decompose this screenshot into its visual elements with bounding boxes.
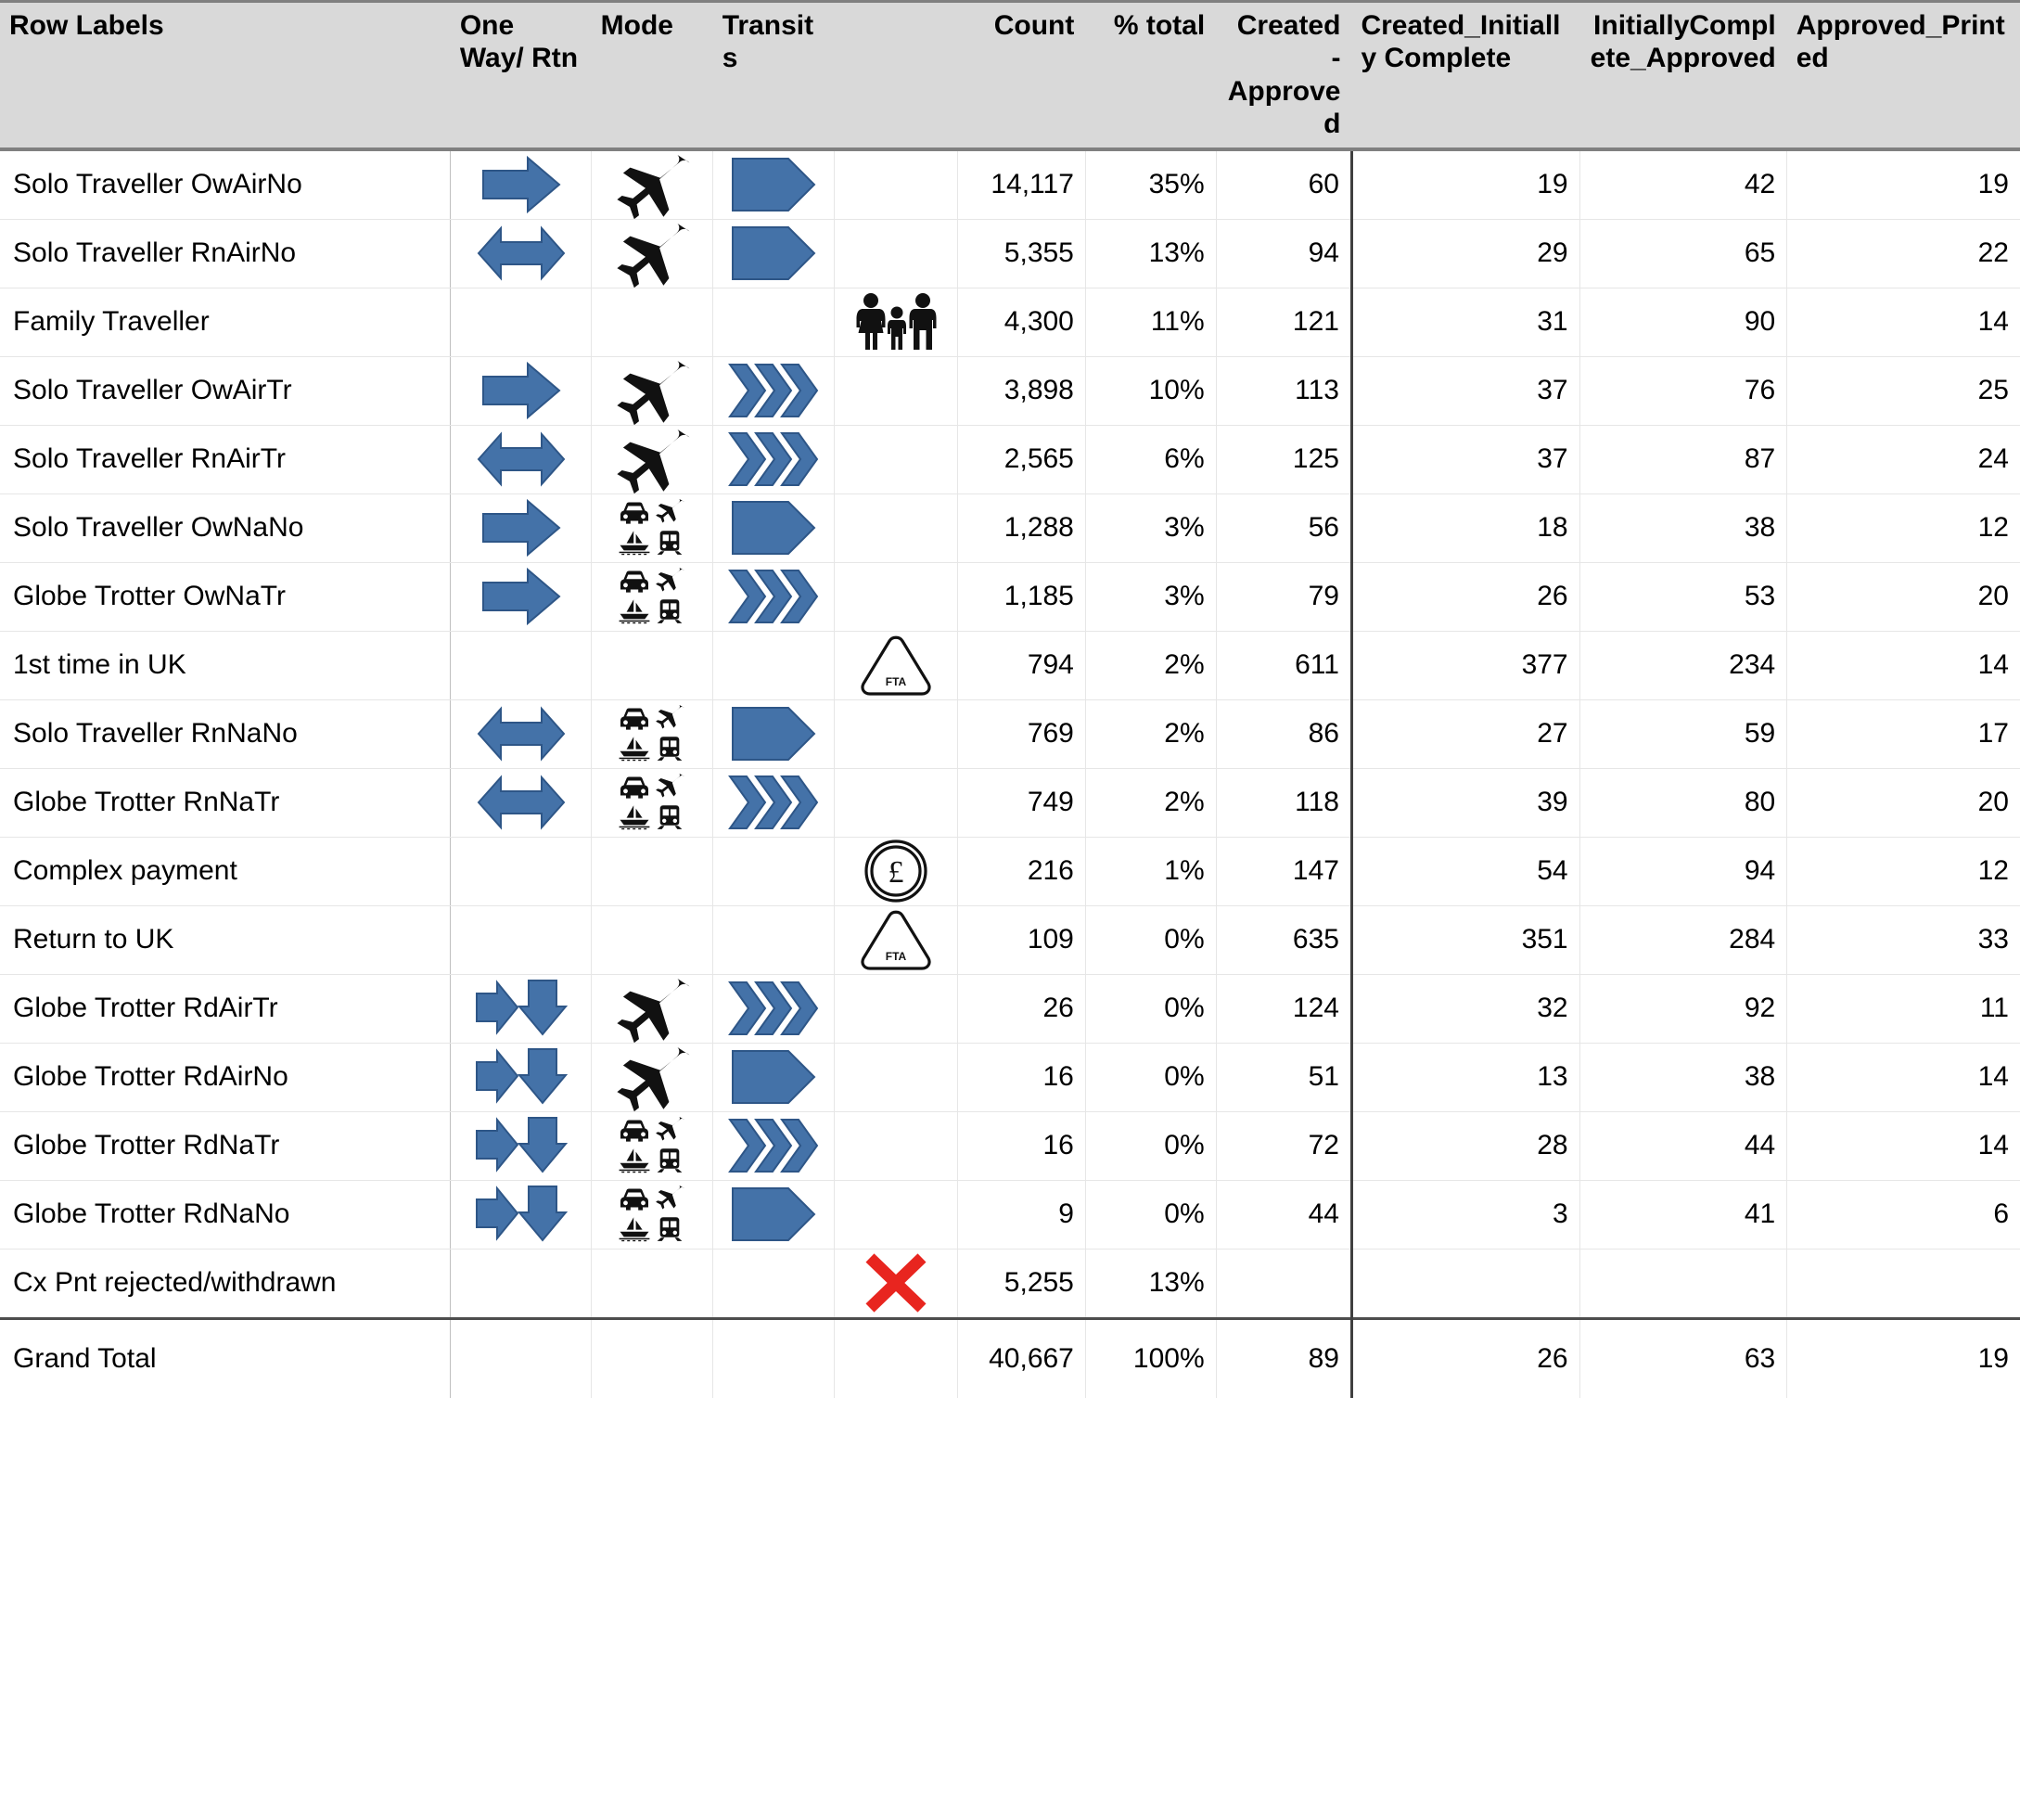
- header-transits[interactable]: Transits: [713, 2, 835, 149]
- return-arrow-icon: [451, 769, 591, 837]
- train-icon: [653, 1147, 686, 1173]
- cell-initially-complete-approved: 44: [1579, 1111, 1787, 1180]
- cell-mode: [592, 149, 713, 220]
- plane-icon: [653, 707, 686, 732]
- train-icon: [653, 1216, 686, 1241]
- cell-mode: [592, 768, 713, 837]
- sailboat-icon: [618, 804, 651, 829]
- cell-approved-printed: 14: [1787, 631, 2020, 699]
- cell-transits: [713, 768, 835, 837]
- cell-mode: [592, 562, 713, 631]
- cell-pct-total: 100%: [1085, 1318, 1216, 1398]
- table-row: [0, 149, 2020, 220]
- round-trip-arrows-icon: [451, 1044, 591, 1111]
- cell-initially-complete-approved: 234: [1579, 631, 1787, 699]
- cell-transits: [713, 1249, 835, 1318]
- cell-approved-printed: 11: [1787, 974, 2020, 1043]
- round-trip-arrows-icon: [451, 1181, 591, 1249]
- cell-special-indicator: [835, 356, 958, 425]
- cell-pct-total: 3%: [1085, 562, 1216, 631]
- cell-created-approved: 60: [1216, 149, 1351, 220]
- fta-triangle-icon: [835, 906, 957, 974]
- cell-initially-complete-approved: 59: [1579, 699, 1787, 768]
- cell-special-indicator: [835, 1043, 958, 1111]
- cell-special-indicator: [835, 1318, 958, 1398]
- cell-one-way-rtn: [451, 562, 592, 631]
- cell-created-initially-complete: 18: [1351, 493, 1579, 562]
- header-count[interactable]: Count: [957, 2, 1085, 149]
- cell-created-initially-complete: 29: [1351, 219, 1579, 288]
- plane-icon: [653, 1187, 686, 1212]
- cell-created-initially-complete: 13: [1351, 1043, 1579, 1111]
- cell-special-indicator: [835, 1111, 958, 1180]
- plane-icon: [653, 570, 686, 595]
- pentagon-no-transit-icon: [713, 494, 834, 562]
- cell-approved-printed: 19: [1787, 1318, 2020, 1398]
- sailboat-icon: [618, 1147, 651, 1173]
- plane-icon: [592, 357, 712, 425]
- cell-approved-printed: 19: [1787, 149, 2020, 220]
- cell-pct-total: 10%: [1085, 356, 1216, 425]
- table-row: [0, 974, 2020, 1043]
- cell-created-approved: 118: [1216, 768, 1351, 837]
- cell-transits: [713, 288, 835, 356]
- cell-mode: [592, 1043, 713, 1111]
- multimodal-icon: [592, 1112, 712, 1180]
- cell-special-indicator: [835, 562, 958, 631]
- cell-count: 109: [957, 905, 1085, 974]
- sailboat-icon: [618, 1216, 651, 1241]
- plane-icon: [592, 220, 712, 288]
- cell-created-initially-complete: 37: [1351, 425, 1579, 493]
- cell-mode: [592, 905, 713, 974]
- row-label: Globe Trotter RdNaTr: [0, 1111, 451, 1180]
- cell-initially-complete-approved: 284: [1579, 905, 1787, 974]
- row-label: Globe Trotter OwNaTr: [0, 562, 451, 631]
- cell-transits: [713, 356, 835, 425]
- cell-transits: [713, 149, 835, 220]
- family-icon: [835, 288, 957, 356]
- cell-mode: [592, 493, 713, 562]
- cell-special-indicator: [835, 837, 958, 905]
- row-label: Solo Traveller OwNaNo: [0, 493, 451, 562]
- grand-total-row: [0, 1318, 2020, 1398]
- cell-transits: [713, 974, 835, 1043]
- cell-initially-complete-approved: 53: [1579, 562, 1787, 631]
- cell-count: 794: [957, 631, 1085, 699]
- cell-created-initially-complete: 32: [1351, 974, 1579, 1043]
- cell-created-approved: [1216, 1249, 1351, 1318]
- return-arrow-icon: [451, 220, 591, 288]
- cell-special-indicator: [835, 1249, 958, 1318]
- row-label: Complex payment: [0, 837, 451, 905]
- return-arrow-icon: [451, 426, 591, 493]
- cell-special-indicator: [835, 631, 958, 699]
- row-label: Solo Traveller OwAirNo: [0, 149, 451, 220]
- cell-transits: [713, 1180, 835, 1249]
- row-label: Globe Trotter RdAirNo: [0, 1043, 451, 1111]
- cell-one-way-rtn: [451, 974, 592, 1043]
- cell-initially-complete-approved: 92: [1579, 974, 1787, 1043]
- cell-created-initially-complete: [1351, 1249, 1579, 1318]
- cell-created-initially-complete: 351: [1351, 905, 1579, 974]
- cell-count: 40,667: [957, 1318, 1085, 1398]
- cell-created-initially-complete: 377: [1351, 631, 1579, 699]
- cell-one-way-rtn: [451, 1318, 592, 1398]
- multimodal-icon: [592, 1181, 712, 1249]
- cell-created-approved: 56: [1216, 493, 1351, 562]
- cell-created-approved: 125: [1216, 425, 1351, 493]
- one-way-arrow-icon: [451, 563, 591, 631]
- chevrons-transit-icon: [713, 357, 834, 425]
- cell-created-initially-complete: 28: [1351, 1111, 1579, 1180]
- cell-count: 769: [957, 699, 1085, 768]
- row-label: 1st time in UK: [0, 631, 451, 699]
- cell-initially-complete-approved: 90: [1579, 288, 1787, 356]
- cell-mode: [592, 699, 713, 768]
- header-one-way-rtn[interactable]: One Way/ Rtn: [451, 2, 592, 149]
- cell-pct-total: 2%: [1085, 768, 1216, 837]
- cell-pct-total: 0%: [1085, 1043, 1216, 1111]
- cell-one-way-rtn: [451, 425, 592, 493]
- cell-mode: [592, 1111, 713, 1180]
- cell-mode: [592, 974, 713, 1043]
- header-initially-complete-approved[interactable]: InitiallyComplete_Approved: [1579, 2, 1787, 149]
- cell-approved-printed: 6: [1787, 1180, 2020, 1249]
- table-row: [0, 562, 2020, 631]
- plane-icon: [653, 501, 686, 526]
- cell-special-indicator: [835, 905, 958, 974]
- cell-created-approved: 86: [1216, 699, 1351, 768]
- cell-created-approved: 79: [1216, 562, 1351, 631]
- cell-created-approved: 94: [1216, 219, 1351, 288]
- cell-approved-printed: 14: [1787, 288, 2020, 356]
- cell-mode: [592, 425, 713, 493]
- row-label: Grand Total: [0, 1318, 451, 1398]
- cell-count: 2,565: [957, 425, 1085, 493]
- cell-special-indicator: [835, 149, 958, 220]
- cell-created-approved: 147: [1216, 837, 1351, 905]
- header-created-approved[interactable]: Created - Approved: [1216, 2, 1351, 149]
- chevrons-transit-icon: [713, 1112, 834, 1180]
- cell-approved-printed: 25: [1787, 356, 2020, 425]
- chevrons-transit-icon: [713, 769, 834, 837]
- train-icon: [653, 736, 686, 761]
- table-row: [0, 1180, 2020, 1249]
- table-row: [0, 1249, 2020, 1318]
- cell-approved-printed: 33: [1787, 905, 2020, 974]
- cell-one-way-rtn: [451, 631, 592, 699]
- chevrons-transit-icon: [713, 563, 834, 631]
- cell-created-approved: 89: [1216, 1318, 1351, 1398]
- cell-one-way-rtn: [451, 219, 592, 288]
- cell-mode: [592, 288, 713, 356]
- row-label: Return to UK: [0, 905, 451, 974]
- sailboat-icon: [618, 736, 651, 761]
- cell-created-initially-complete: 37: [1351, 356, 1579, 425]
- header-row-labels[interactable]: Row Labels: [0, 2, 451, 149]
- cell-count: 16: [957, 1111, 1085, 1180]
- cell-created-initially-complete: 39: [1351, 768, 1579, 837]
- cell-special-indicator: [835, 974, 958, 1043]
- table-row: [0, 631, 2020, 699]
- cell-one-way-rtn: [451, 288, 592, 356]
- cell-initially-complete-approved: 38: [1579, 1043, 1787, 1111]
- cell-one-way-rtn: [451, 149, 592, 220]
- round-trip-arrows-icon: [451, 1112, 591, 1180]
- cell-count: 5,255: [957, 1249, 1085, 1318]
- cell-initially-complete-approved: 76: [1579, 356, 1787, 425]
- cell-transits: [713, 219, 835, 288]
- cell-transits: [713, 562, 835, 631]
- sailboat-icon: [618, 530, 651, 555]
- row-label: Globe Trotter RdAirTr: [0, 974, 451, 1043]
- header-special[interactable]: [835, 2, 958, 149]
- cell-transits: [713, 905, 835, 974]
- table-row: [0, 425, 2020, 493]
- train-icon: [653, 530, 686, 555]
- cell-mode: [592, 219, 713, 288]
- cell-transits: [713, 1043, 835, 1111]
- header-created-initially-complete[interactable]: Created_Initially Complete: [1351, 2, 1579, 149]
- row-label: Family Traveller: [0, 288, 451, 356]
- cell-approved-printed: 24: [1787, 425, 2020, 493]
- cell-count: 4,300: [957, 288, 1085, 356]
- svg-text:FTA: FTA: [885, 950, 907, 964]
- cell-created-approved: 124: [1216, 974, 1351, 1043]
- multimodal-icon: [592, 769, 712, 837]
- cell-transits: [713, 425, 835, 493]
- plane-icon: [653, 1119, 686, 1144]
- car-icon: [618, 707, 651, 732]
- train-icon: [653, 598, 686, 623]
- cell-one-way-rtn: [451, 356, 592, 425]
- row-label: Globe Trotter RdNaNo: [0, 1180, 451, 1249]
- cell-transits: [713, 1111, 835, 1180]
- row-label: Globe Trotter RnNaTr: [0, 768, 451, 837]
- cell-pct-total: 13%: [1085, 219, 1216, 288]
- table-row: [0, 493, 2020, 562]
- cell-one-way-rtn: [451, 1180, 592, 1249]
- cell-approved-printed: 12: [1787, 493, 2020, 562]
- cell-mode: [592, 1318, 713, 1398]
- table-row: [0, 837, 2020, 905]
- header-row: [0, 2, 2020, 149]
- cell-pct-total: 0%: [1085, 905, 1216, 974]
- cell-count: 9: [957, 1180, 1085, 1249]
- table-row: [0, 699, 2020, 768]
- cell-approved-printed: [1787, 1249, 2020, 1318]
- cell-created-initially-complete: 26: [1351, 562, 1579, 631]
- cell-one-way-rtn: [451, 1249, 592, 1318]
- plane-icon: [592, 151, 712, 219]
- cell-pct-total: 35%: [1085, 149, 1216, 220]
- svg-text:£: £: [888, 855, 904, 891]
- cell-mode: [592, 1180, 713, 1249]
- pound-circle-icon: [835, 838, 957, 905]
- pentagon-no-transit-icon: [713, 220, 834, 288]
- cell-count: 749: [957, 768, 1085, 837]
- round-trip-arrows-icon: [451, 975, 591, 1043]
- cell-one-way-rtn: [451, 837, 592, 905]
- cell-count: 14,117: [957, 149, 1085, 220]
- car-icon: [618, 775, 651, 801]
- red-cross-icon: [835, 1250, 957, 1317]
- cell-approved-printed: 14: [1787, 1043, 2020, 1111]
- cell-special-indicator: [835, 219, 958, 288]
- cell-one-way-rtn: [451, 768, 592, 837]
- fta-triangle-icon: [835, 632, 957, 699]
- cell-pct-total: 6%: [1085, 425, 1216, 493]
- car-icon: [618, 1187, 651, 1212]
- cell-special-indicator: [835, 699, 958, 768]
- row-label: Solo Traveller OwAirTr: [0, 356, 451, 425]
- cell-created-initially-complete: 31: [1351, 288, 1579, 356]
- table-row: [0, 1043, 2020, 1111]
- cell-created-approved: 611: [1216, 631, 1351, 699]
- table-row: [0, 768, 2020, 837]
- car-icon: [618, 1119, 651, 1144]
- cell-mode: [592, 837, 713, 905]
- cell-created-approved: 113: [1216, 356, 1351, 425]
- cell-special-indicator: [835, 493, 958, 562]
- cell-count: 1,185: [957, 562, 1085, 631]
- cell-initially-complete-approved: 80: [1579, 768, 1787, 837]
- cell-count: 216: [957, 837, 1085, 905]
- pentagon-no-transit-icon: [713, 151, 834, 219]
- cell-count: 26: [957, 974, 1085, 1043]
- cell-pct-total: 0%: [1085, 1180, 1216, 1249]
- cell-one-way-rtn: [451, 699, 592, 768]
- cell-initially-complete-approved: 94: [1579, 837, 1787, 905]
- cell-pct-total: 2%: [1085, 699, 1216, 768]
- chevrons-transit-icon: [713, 426, 834, 493]
- cell-created-approved: 121: [1216, 288, 1351, 356]
- header-approved-printed[interactable]: Approved_Printed: [1787, 2, 2020, 149]
- cell-created-approved: 635: [1216, 905, 1351, 974]
- cell-created-initially-complete: 27: [1351, 699, 1579, 768]
- multimodal-icon: [592, 494, 712, 562]
- train-icon: [653, 804, 686, 829]
- row-label: Solo Traveller RnNaNo: [0, 699, 451, 768]
- cell-approved-printed: 22: [1787, 219, 2020, 288]
- plane-icon: [653, 775, 686, 801]
- cell-mode: [592, 356, 713, 425]
- cell-initially-complete-approved: 38: [1579, 493, 1787, 562]
- cell-initially-complete-approved: 41: [1579, 1180, 1787, 1249]
- pentagon-no-transit-icon: [713, 700, 834, 768]
- cell-pct-total: 11%: [1085, 288, 1216, 356]
- cell-count: 3,898: [957, 356, 1085, 425]
- cell-pct-total: 1%: [1085, 837, 1216, 905]
- cell-created-approved: 44: [1216, 1180, 1351, 1249]
- cell-pct-total: 0%: [1085, 1111, 1216, 1180]
- cell-special-indicator: [835, 425, 958, 493]
- cell-count: 5,355: [957, 219, 1085, 288]
- multimodal-icon: [592, 563, 712, 631]
- table-header: [0, 2, 2020, 149]
- cell-initially-complete-approved: [1579, 1249, 1787, 1318]
- plane-icon: [592, 975, 712, 1043]
- cell-created-initially-complete: 54: [1351, 837, 1579, 905]
- table-row: [0, 905, 2020, 974]
- cell-created-initially-complete: 26: [1351, 1318, 1579, 1398]
- cell-created-approved: 51: [1216, 1043, 1351, 1111]
- one-way-arrow-icon: [451, 357, 591, 425]
- car-icon: [618, 570, 651, 595]
- cell-created-initially-complete: 19: [1351, 149, 1579, 220]
- cell-one-way-rtn: [451, 905, 592, 974]
- plane-icon: [592, 1044, 712, 1111]
- cell-initially-complete-approved: 65: [1579, 219, 1787, 288]
- cell-pct-total: 2%: [1085, 631, 1216, 699]
- cell-approved-printed: 20: [1787, 562, 2020, 631]
- cell-initially-complete-approved: 42: [1579, 149, 1787, 220]
- cell-pct-total: 13%: [1085, 1249, 1216, 1318]
- cell-created-initially-complete: 3: [1351, 1180, 1579, 1249]
- cell-one-way-rtn: [451, 1111, 592, 1180]
- one-way-arrow-icon: [451, 151, 591, 219]
- cell-one-way-rtn: [451, 493, 592, 562]
- table-row: [0, 288, 2020, 356]
- cell-approved-printed: 20: [1787, 768, 2020, 837]
- cell-one-way-rtn: [451, 1043, 592, 1111]
- header-pct-total[interactable]: % total: [1085, 2, 1216, 149]
- cell-special-indicator: [835, 288, 958, 356]
- one-way-arrow-icon: [451, 494, 591, 562]
- plane-icon: [592, 426, 712, 493]
- multimodal-icon: [592, 700, 712, 768]
- cell-special-indicator: [835, 768, 958, 837]
- cell-approved-printed: 14: [1787, 1111, 2020, 1180]
- header-mode[interactable]: Mode: [592, 2, 713, 149]
- cell-approved-printed: 17: [1787, 699, 2020, 768]
- cell-transits: [713, 631, 835, 699]
- svg-text:FTA: FTA: [885, 675, 907, 689]
- cell-mode: [592, 1249, 713, 1318]
- cell-initially-complete-approved: 63: [1579, 1318, 1787, 1398]
- cell-transits: [713, 493, 835, 562]
- return-arrow-icon: [451, 700, 591, 768]
- table-row: [0, 219, 2020, 288]
- row-label: Cx Pnt rejected/withdrawn: [0, 1249, 451, 1318]
- cell-transits: [713, 699, 835, 768]
- cell-pct-total: 3%: [1085, 493, 1216, 562]
- cell-transits: [713, 837, 835, 905]
- pentagon-no-transit-icon: [713, 1181, 834, 1249]
- cell-count: 1,288: [957, 493, 1085, 562]
- table-row: [0, 1111, 2020, 1180]
- cell-created-approved: 72: [1216, 1111, 1351, 1180]
- row-label: Solo Traveller RnAirTr: [0, 425, 451, 493]
- cell-approved-printed: 12: [1787, 837, 2020, 905]
- cell-transits: [713, 1318, 835, 1398]
- cell-mode: [592, 631, 713, 699]
- table-body: [0, 149, 2020, 1399]
- cell-count: 16: [957, 1043, 1085, 1111]
- chevrons-transit-icon: [713, 975, 834, 1043]
- row-label: Solo Traveller RnAirNo: [0, 219, 451, 288]
- cell-special-indicator: [835, 1180, 958, 1249]
- cell-pct-total: 0%: [1085, 974, 1216, 1043]
- table-row: [0, 356, 2020, 425]
- pentagon-no-transit-icon: [713, 1044, 834, 1111]
- car-icon: [618, 501, 651, 526]
- cell-initially-complete-approved: 87: [1579, 425, 1787, 493]
- sailboat-icon: [618, 598, 651, 623]
